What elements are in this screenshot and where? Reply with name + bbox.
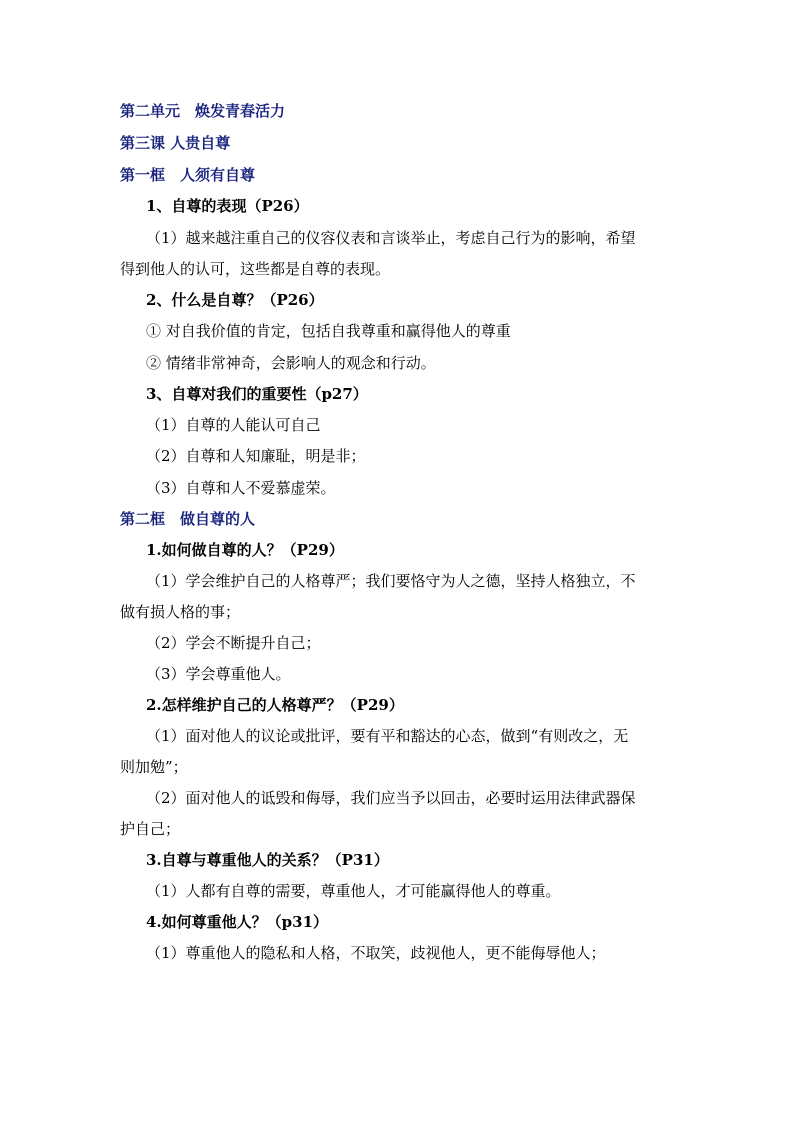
frame2-q4-heading: 4.如何尊重他人？（p31）: [146, 913, 329, 931]
frame2-q2-heading: 2.怎样维护自己的人格尊严？（P29）: [146, 696, 404, 714]
frame1-q2-heading: 2、什么是自尊？（P26）: [146, 291, 324, 309]
frame2-q1-item1-line2: 做有损人格的事；: [120, 603, 241, 621]
frame1-q3-item3: （3）自尊和人不爱慕虚荣。: [146, 479, 336, 497]
frame2-q3-heading: 3.自尊与尊重他人的关系？（P31）: [146, 851, 389, 869]
frame2-q1-item3: （3）学会尊重他人。: [146, 665, 291, 683]
frame2-q1-item1-line1: （1）学会维护自己的人格尊严；我们要恪守为人之德，坚持人格独立，不: [146, 572, 636, 590]
frame1-q1-paragraph-line2: 得到他人的认可，这些都是自尊的表现。: [120, 260, 391, 278]
frame2-q2-item1-line1: （1）面对他人的议论或批评，要有平和豁达的心态，做到“有则改之，无: [146, 727, 629, 745]
frame2-q4-item1: （1）尊重他人的隐私和人格，不取笑，歧视他人，更不能侮辱他人；: [146, 944, 606, 962]
lesson-title: 第三课 人贵自尊: [120, 134, 231, 152]
frame2-q2-item2-line2: 护自己；: [120, 820, 181, 838]
unit-title: 第二单元 焕发青春活力: [120, 102, 286, 120]
frame2-title: 第二框 做自尊的人: [120, 510, 256, 528]
frame1-title: 第一框 人须有自尊: [120, 166, 256, 184]
frame1-q3-heading: 3、自尊对我们的重要性（p27）: [146, 385, 368, 403]
frame1-q3-item2: （2）自尊和人知廉耻，明是非；: [146, 447, 366, 465]
frame2-q2-item2-line1: （2）面对他人的诋毁和侮辱，我们应当予以回击，必要时运用法律武器保: [146, 789, 636, 807]
frame2-q1-heading: 1.如何做自尊的人？（P29）: [146, 541, 344, 559]
frame2-q3-item1: （1）人都有自尊的需要，尊重他人，才可能赢得他人的尊重。: [146, 882, 561, 900]
frame2-q1-item2: （2）学会不断提升自己；: [146, 634, 321, 652]
frame2-q2-item1-line2: 则加勉”；: [120, 758, 188, 776]
frame1-q3-item1: （1）自尊的人能认可自己: [146, 416, 321, 434]
frame1-q1-paragraph-line1: （1）越来越注重自己的仪容仪表和言谈举止，考虑自己行为的影响，希望: [146, 229, 636, 247]
frame1-q1-heading: 1、自尊的表现（P26）: [146, 197, 309, 215]
frame1-q2-item1: ① 对自我价值的肯定，包括自我尊重和赢得他人的尊重: [146, 322, 511, 340]
frame1-q2-item2: ② 情绪非常神奇，会影响人的观念和行动。: [146, 354, 436, 372]
